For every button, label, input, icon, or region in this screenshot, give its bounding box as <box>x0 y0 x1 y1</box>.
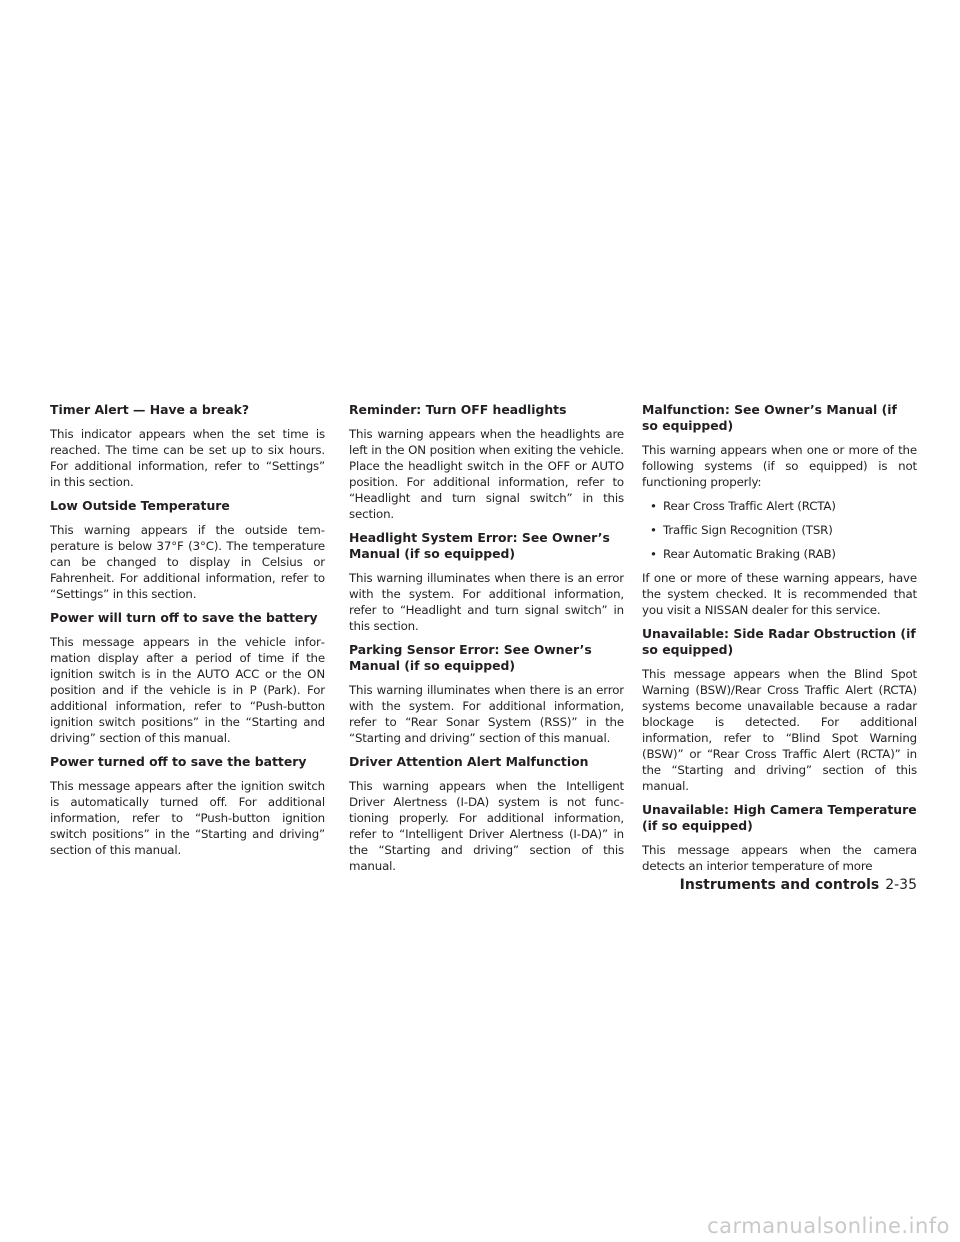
body-paragraph: This warning appears when one or more of the following systems (if so equipped) is not functioning properly: <box>642 443 917 489</box>
list-item <box>642 546 917 562</box>
body-paragraph: This indicator appears when the set time is reached. The time can be set up to six hours. For additional information, refer to “Settings” in this section. <box>50 427 325 489</box>
body-paragraph: This message appears when the camera detects an interior temperature of more <box>642 843 917 873</box>
body-paragraph: This warning appears if the outside temperature is below 37°F (3°C). The temperature can be changed to display in Celsius or Fahrenheit. For additional information, refer to “Settings” in this section. <box>50 523 325 601</box>
body-paragraph: This message appears when the Blind Spot Warning (BSW)/Rear Cross Traffic Alert (RCTA) systems become unavailable because a radar blockage is detected. For additional information, refer to “Blind Spot Warning (BSW)” or “Rear Cross Traffic Alert (RCTA)” in the “Starting and driving” section of this manual. <box>642 667 917 793</box>
body-paragraph: This warning appears when the Intelligent Driver Alertness (I-DA) system is not functioning properly. For additional information, refer to “Intelligent Driver Alertness (I-DA)” in the “Starting and driving” section of this manual. <box>349 779 624 873</box>
column-2 <box>349 402 624 882</box>
bullet-icon: • <box>650 499 657 513</box>
page-footer <box>680 876 917 894</box>
section-heading: Reminder: Turn OFF headlights <box>349 402 567 417</box>
list-item-text: Rear Cross Traffic Alert (RCTA) <box>663 499 836 513</box>
column-1 <box>50 402 325 866</box>
page-number: 2-35 <box>885 877 917 893</box>
bullet-icon: • <box>650 523 657 537</box>
section-heading: Power will turn off to save the battery <box>50 610 318 625</box>
list-item-text: Rear Automatic Braking (RAB) <box>663 547 836 561</box>
bullet-list <box>642 498 917 562</box>
section-heading: Unavailable: Side Radar Obstruction (if so equipped) <box>642 626 916 657</box>
list-item <box>642 498 917 514</box>
watermark: carmanualsonline.info <box>707 1214 950 1238</box>
list-item-text: Traffic Sign Recognition (TSR) <box>663 523 833 537</box>
list-item <box>642 522 917 538</box>
footer-section-title: Instruments and controls <box>679 877 880 893</box>
section-heading: Power turned off to save the battery <box>50 754 307 769</box>
section-heading: Headlight System Error: See Owner’s Manual (if so equipped) <box>349 530 610 561</box>
bullet-icon: • <box>650 547 657 561</box>
body-paragraph: This warning appears when the headlights are left in the ON position when exiting the vehicle. Place the headlight switch in the OFF or AUTO position. For additional information, refer to “Headlight and turn signal switch” in this section. <box>349 427 624 521</box>
section-heading: Unavailable: High Camera Temperature (if so equipped) <box>642 802 917 833</box>
section-heading: Driver Attention Alert Malfunction <box>349 754 589 769</box>
body-paragraph: This warning illuminates when there is an error with the system. For additional information, refer to “Headlight and turn signal switch” in this section. <box>349 571 624 633</box>
section-heading: Timer Alert — Have a break? <box>50 402 250 417</box>
column-3 <box>642 402 917 882</box>
body-paragraph: This warning illuminates when there is an error with the system. For additional information, refer to “Rear Sonar System (RSS)” in the “Starting and driving” section of this manual. <box>349 683 624 745</box>
body-paragraph: If one or more of these warning appears, have the system checked. It is recommended that you visit a NISSAN dealer for this service. <box>642 571 917 617</box>
section-heading: Parking Sensor Error: See Owner’s Manual (if so equipped) <box>349 642 592 673</box>
section-heading: Malfunction: See Owner’s Manual (if so equipped) <box>642 402 897 433</box>
body-paragraph: This message appears after the ignition switch is automatically turned off. For additional information, refer to “Push-button ignition switch positions” in the “Starting and driving” section of this manual. <box>50 779 325 857</box>
body-paragraph: This message appears in the vehicle information display after a period of time if the ignition switch is in the AUTO ACC or the ON position and if the vehicle is in P (Park). For additional information, refer to “Push-button ignition switch positions” in the “Starting and driving” section of this manual. <box>50 635 325 745</box>
section-heading: Low Outside Temperature <box>50 498 230 513</box>
